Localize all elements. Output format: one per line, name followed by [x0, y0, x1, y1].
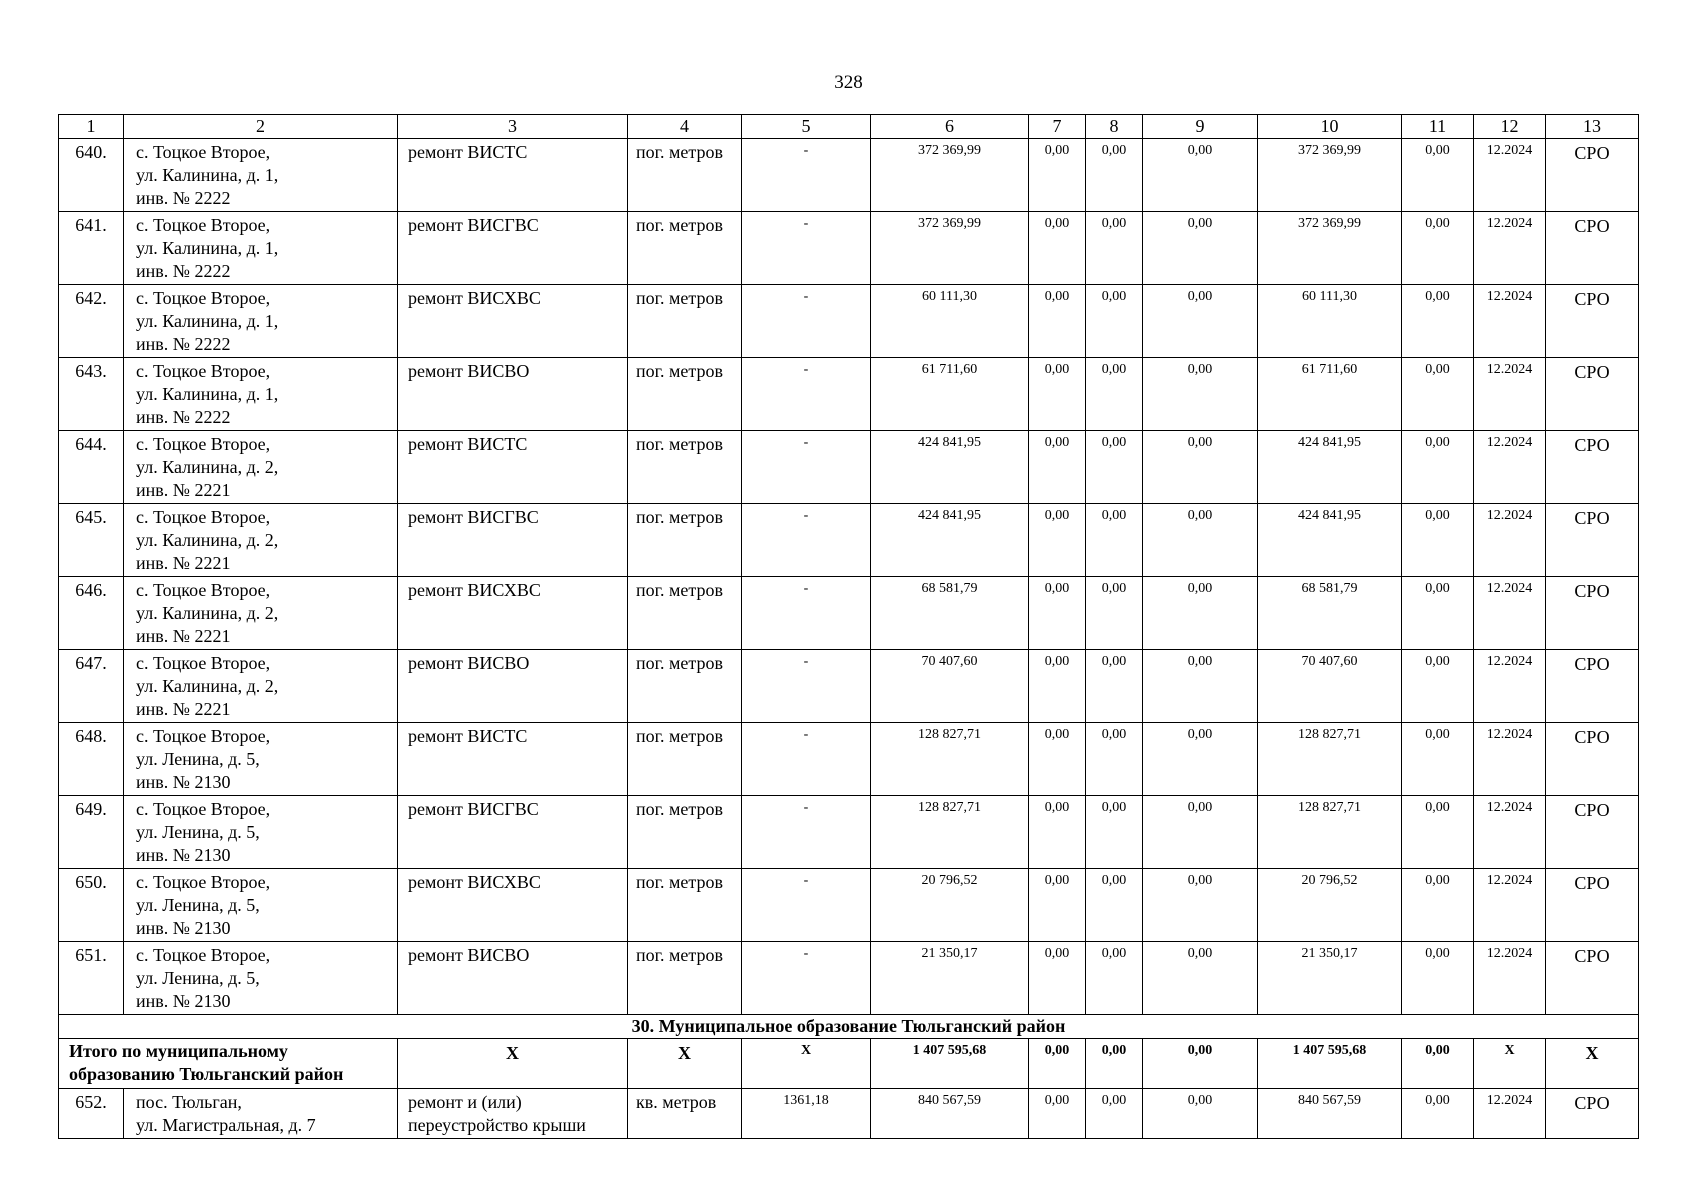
address-cell [124, 431, 398, 504]
value-cell-c11: 0,00 [1402, 504, 1474, 577]
source-cell: СРО [1546, 942, 1639, 1015]
value-cell-c7: 0,00 [1029, 1089, 1086, 1139]
row-number: 642. [59, 285, 124, 358]
value-cell-c11: 0,00 [1402, 1089, 1474, 1139]
row-number: 640. [59, 139, 124, 212]
value-cell-c8: 0,00 [1086, 869, 1143, 942]
value-cell-c6: 840 567,59 [871, 1089, 1029, 1139]
value-cell-c7: 0,00 [1029, 796, 1086, 869]
value-cell-c12: 12.2024 [1474, 431, 1546, 504]
source-cell: СРО [1546, 1089, 1639, 1139]
table-row [59, 358, 1639, 431]
work-type-cell [398, 796, 628, 869]
total-cell: X [398, 1039, 628, 1089]
address-line: с. Тоцкое Второе, [136, 580, 271, 600]
address-line: инв. № 2221 [136, 626, 231, 646]
total-cell: X [1546, 1039, 1639, 1089]
address-line: инв. № 2222 [136, 188, 231, 208]
row-number: 644. [59, 431, 124, 504]
value-cell-c11: 0,00 [1402, 285, 1474, 358]
value-cell-c12: 12.2024 [1474, 504, 1546, 577]
work-type-cell [398, 431, 628, 504]
section-title-row [59, 1015, 1639, 1039]
total-row [59, 1039, 1639, 1089]
address-line: ул. Калинина, д. 2, [136, 603, 279, 623]
value-cell-c10: 424 841,95 [1258, 504, 1402, 577]
work-type-line: ремонт ВИСВО [408, 653, 530, 673]
value-cell-c10: 68 581,79 [1258, 577, 1402, 650]
value-cell-c12: 12.2024 [1474, 1089, 1546, 1139]
table-row [59, 285, 1639, 358]
address-line: с. Тоцкое Второе, [136, 799, 271, 819]
total-cell: 0,00 [1029, 1039, 1086, 1089]
column-header: 9 [1143, 115, 1258, 139]
work-type-cell [398, 285, 628, 358]
address-line: с. Тоцкое Второе, [136, 726, 271, 746]
address-line: инв. № 2222 [136, 407, 231, 427]
unit-cell: пог. метров [628, 796, 742, 869]
total-label-line: Итого по муниципальному [69, 1041, 288, 1061]
address-line: инв. № 2221 [136, 699, 231, 719]
address-cell [124, 1089, 398, 1139]
address-line: инв. № 2221 [136, 480, 231, 500]
value-cell-c12: 12.2024 [1474, 869, 1546, 942]
value-cell-c6: 372 369,99 [871, 139, 1029, 212]
address-line: ул. Калинина, д. 1, [136, 238, 279, 258]
value-cell-c7: 0,00 [1029, 577, 1086, 650]
address-line: инв. № 2130 [136, 845, 231, 865]
row-number: 650. [59, 869, 124, 942]
address-line: инв. № 2221 [136, 553, 231, 573]
work-type-cell [398, 869, 628, 942]
value-cell-c9: 0,00 [1143, 285, 1258, 358]
unit-cell: пог. метров [628, 139, 742, 212]
table-row [59, 723, 1639, 796]
quantity-cell: - [742, 504, 871, 577]
row-number: 647. [59, 650, 124, 723]
unit-cell: пог. метров [628, 504, 742, 577]
value-cell-c8: 0,00 [1086, 358, 1143, 431]
value-cell-c8: 0,00 [1086, 431, 1143, 504]
unit-cell: пог. метров [628, 650, 742, 723]
value-cell-c8: 0,00 [1086, 796, 1143, 869]
source-cell: СРО [1546, 285, 1639, 358]
column-header: 13 [1546, 115, 1639, 139]
value-cell-c12: 12.2024 [1474, 212, 1546, 285]
value-cell-c11: 0,00 [1402, 139, 1474, 212]
work-type-line: ремонт ВИСГВС [408, 215, 539, 235]
value-cell-c10: 61 711,60 [1258, 358, 1402, 431]
value-cell-c10: 372 369,99 [1258, 139, 1402, 212]
unit-cell: пог. метров [628, 358, 742, 431]
column-header: 10 [1258, 115, 1402, 139]
table-body [59, 115, 1639, 1139]
address-line: инв. № 2222 [136, 261, 231, 281]
column-header: 12 [1474, 115, 1546, 139]
value-cell-c9: 0,00 [1143, 942, 1258, 1015]
source-cell: СРО [1546, 139, 1639, 212]
address-line: ул. Магистральная, д. 7 [136, 1115, 316, 1135]
quantity-cell: - [742, 796, 871, 869]
table-row [59, 650, 1639, 723]
total-cell: 0,00 [1402, 1039, 1474, 1089]
quantity-cell: - [742, 139, 871, 212]
source-cell: СРО [1546, 504, 1639, 577]
address-line: с. Тоцкое Второе, [136, 653, 271, 673]
value-cell-c7: 0,00 [1029, 358, 1086, 431]
column-header: 3 [398, 115, 628, 139]
source-cell: СРО [1546, 796, 1639, 869]
address-line: с. Тоцкое Второе, [136, 945, 271, 965]
work-type-cell [398, 650, 628, 723]
table-row [59, 504, 1639, 577]
address-cell [124, 504, 398, 577]
column-header: 2 [124, 115, 398, 139]
work-type-line: ремонт ВИСХВС [408, 288, 541, 308]
value-cell-c6: 20 796,52 [871, 869, 1029, 942]
work-type-line: ремонт ВИСВО [408, 361, 530, 381]
register-table [58, 114, 1639, 1139]
work-type-line: ремонт ВИСТС [408, 726, 528, 746]
value-cell-c8: 0,00 [1086, 577, 1143, 650]
quantity-cell: - [742, 650, 871, 723]
value-cell-c12: 12.2024 [1474, 796, 1546, 869]
row-number: 652. [59, 1089, 124, 1139]
total-cell: 1 407 595,68 [871, 1039, 1029, 1089]
value-cell-c9: 0,00 [1143, 139, 1258, 212]
table-row [59, 212, 1639, 285]
total-cell: 0,00 [1143, 1039, 1258, 1089]
work-type-cell [398, 504, 628, 577]
value-cell-c9: 0,00 [1143, 504, 1258, 577]
value-cell-c11: 0,00 [1402, 942, 1474, 1015]
value-cell-c7: 0,00 [1029, 285, 1086, 358]
total-label [59, 1039, 398, 1089]
value-cell-c10: 128 827,71 [1258, 796, 1402, 869]
column-header: 7 [1029, 115, 1086, 139]
value-cell-c10: 372 369,99 [1258, 212, 1402, 285]
quantity-cell: - [742, 212, 871, 285]
row-number: 648. [59, 723, 124, 796]
value-cell-c10: 21 350,17 [1258, 942, 1402, 1015]
section-title: 30. Муниципальное образование Тюльганский район [59, 1015, 1639, 1039]
address-cell [124, 796, 398, 869]
total-cell: X [742, 1039, 871, 1089]
value-cell-c9: 0,00 [1143, 212, 1258, 285]
work-type-line: ремонт ВИСГВС [408, 507, 539, 527]
address-cell [124, 942, 398, 1015]
value-cell-c8: 0,00 [1086, 650, 1143, 723]
table-row [59, 431, 1639, 504]
value-cell-c9: 0,00 [1143, 358, 1258, 431]
source-cell: СРО [1546, 431, 1639, 504]
total-cell: 0,00 [1086, 1039, 1143, 1089]
work-type-line: ремонт ВИСХВС [408, 872, 541, 892]
quantity-cell: - [742, 431, 871, 504]
address-line: инв. № 2222 [136, 334, 231, 354]
address-cell [124, 577, 398, 650]
address-line: ул. Калинина, д. 1, [136, 311, 279, 331]
address-line: с. Тоцкое Второе, [136, 872, 271, 892]
address-line: пос. Тюльган, [136, 1092, 242, 1112]
work-type-line: ремонт ВИСГВС [408, 799, 539, 819]
address-line: инв. № 2130 [136, 918, 231, 938]
value-cell-c10: 60 111,30 [1258, 285, 1402, 358]
value-cell-c7: 0,00 [1029, 139, 1086, 212]
address-line: с. Тоцкое Второе, [136, 507, 271, 527]
value-cell-c6: 60 111,30 [871, 285, 1029, 358]
work-type-cell [398, 358, 628, 431]
total-cell: 1 407 595,68 [1258, 1039, 1402, 1089]
address-line: с. Тоцкое Второе, [136, 142, 271, 162]
value-cell-c11: 0,00 [1402, 577, 1474, 650]
quantity-cell: - [742, 869, 871, 942]
source-cell: СРО [1546, 650, 1639, 723]
source-cell: СРО [1546, 869, 1639, 942]
unit-cell: пог. метров [628, 212, 742, 285]
address-line: с. Тоцкое Второе, [136, 215, 271, 235]
value-cell-c6: 128 827,71 [871, 796, 1029, 869]
work-type-line: переустройство крыши [408, 1115, 586, 1135]
column-header: 1 [59, 115, 124, 139]
unit-cell: пог. метров [628, 285, 742, 358]
value-cell-c8: 0,00 [1086, 212, 1143, 285]
address-line: ул. Калинина, д. 2, [136, 676, 279, 696]
unit-cell: пог. метров [628, 431, 742, 504]
table-row [59, 942, 1639, 1015]
value-cell-c9: 0,00 [1143, 650, 1258, 723]
value-cell-c7: 0,00 [1029, 431, 1086, 504]
value-cell-c6: 21 350,17 [871, 942, 1029, 1015]
unit-cell: пог. метров [628, 723, 742, 796]
total-cell: X [628, 1039, 742, 1089]
value-cell-c12: 12.2024 [1474, 139, 1546, 212]
address-cell [124, 723, 398, 796]
source-cell: СРО [1546, 723, 1639, 796]
work-type-line: ремонт ВИСХВС [408, 580, 541, 600]
quantity-cell: - [742, 942, 871, 1015]
value-cell-c10: 424 841,95 [1258, 431, 1402, 504]
row-number: 641. [59, 212, 124, 285]
quantity-cell: - [742, 285, 871, 358]
value-cell-c11: 0,00 [1402, 869, 1474, 942]
table-row [59, 139, 1639, 212]
value-cell-c6: 128 827,71 [871, 723, 1029, 796]
work-type-line: ремонт ВИСТС [408, 142, 528, 162]
value-cell-c8: 0,00 [1086, 504, 1143, 577]
value-cell-c7: 0,00 [1029, 723, 1086, 796]
address-line: ул. Ленина, д. 5, [136, 749, 260, 769]
value-cell-c8: 0,00 [1086, 285, 1143, 358]
unit-cell: кв. метров [628, 1089, 742, 1139]
column-header: 5 [742, 115, 871, 139]
value-cell-c8: 0,00 [1086, 723, 1143, 796]
unit-cell: пог. метров [628, 869, 742, 942]
source-cell: СРО [1546, 577, 1639, 650]
address-line: с. Тоцкое Второе, [136, 434, 271, 454]
value-cell-c6: 424 841,95 [871, 431, 1029, 504]
row-number: 645. [59, 504, 124, 577]
column-header-row [59, 115, 1639, 139]
address-line: инв. № 2130 [136, 772, 231, 792]
value-cell-c10: 20 796,52 [1258, 869, 1402, 942]
value-cell-c7: 0,00 [1029, 650, 1086, 723]
value-cell-c8: 0,00 [1086, 942, 1143, 1015]
value-cell-c9: 0,00 [1143, 1089, 1258, 1139]
value-cell-c6: 372 369,99 [871, 212, 1029, 285]
value-cell-c7: 0,00 [1029, 212, 1086, 285]
address-line: ул. Ленина, д. 5, [136, 895, 260, 915]
address-cell [124, 212, 398, 285]
value-cell-c9: 0,00 [1143, 869, 1258, 942]
value-cell-c7: 0,00 [1029, 869, 1086, 942]
row-number: 643. [59, 358, 124, 431]
row-number: 646. [59, 577, 124, 650]
value-cell-c12: 12.2024 [1474, 358, 1546, 431]
table-row [59, 1089, 1639, 1139]
value-cell-c7: 0,00 [1029, 942, 1086, 1015]
work-type-line: ремонт ВИСВО [408, 945, 530, 965]
address-cell [124, 285, 398, 358]
value-cell-c10: 70 407,60 [1258, 650, 1402, 723]
value-cell-c8: 0,00 [1086, 139, 1143, 212]
table-row [59, 869, 1639, 942]
quantity-cell: - [742, 723, 871, 796]
work-type-cell [398, 139, 628, 212]
value-cell-c6: 70 407,60 [871, 650, 1029, 723]
value-cell-c12: 12.2024 [1474, 942, 1546, 1015]
value-cell-c6: 424 841,95 [871, 504, 1029, 577]
value-cell-c12: 12.2024 [1474, 285, 1546, 358]
address-cell [124, 869, 398, 942]
value-cell-c12: 12.2024 [1474, 723, 1546, 796]
address-line: ул. Ленина, д. 5, [136, 822, 260, 842]
unit-cell: пог. метров [628, 577, 742, 650]
value-cell-c9: 0,00 [1143, 723, 1258, 796]
address-line: ул. Калинина, д. 2, [136, 530, 279, 550]
value-cell-c11: 0,00 [1402, 212, 1474, 285]
column-header: 4 [628, 115, 742, 139]
value-cell-c8: 0,00 [1086, 1089, 1143, 1139]
row-number: 649. [59, 796, 124, 869]
value-cell-c12: 12.2024 [1474, 650, 1546, 723]
column-header: 8 [1086, 115, 1143, 139]
work-type-line: ремонт ВИСТС [408, 434, 528, 454]
value-cell-c9: 0,00 [1143, 796, 1258, 869]
value-cell-c12: 12.2024 [1474, 577, 1546, 650]
unit-cell: пог. метров [628, 942, 742, 1015]
value-cell-c11: 0,00 [1402, 431, 1474, 504]
table-row [59, 577, 1639, 650]
work-type-cell [398, 723, 628, 796]
column-header: 11 [1402, 115, 1474, 139]
quantity-cell: - [742, 577, 871, 650]
row-number: 651. [59, 942, 124, 1015]
value-cell-c11: 0,00 [1402, 723, 1474, 796]
value-cell-c9: 0,00 [1143, 577, 1258, 650]
value-cell-c7: 0,00 [1029, 504, 1086, 577]
address-line: инв. № 2130 [136, 991, 231, 1011]
value-cell-c11: 0,00 [1402, 358, 1474, 431]
value-cell-c9: 0,00 [1143, 431, 1258, 504]
address-cell [124, 650, 398, 723]
value-cell-c10: 840 567,59 [1258, 1089, 1402, 1139]
address-line: с. Тоцкое Второе, [136, 361, 271, 381]
page-number: 328 [834, 72, 863, 93]
value-cell-c10: 128 827,71 [1258, 723, 1402, 796]
work-type-cell [398, 577, 628, 650]
address-cell [124, 358, 398, 431]
source-cell: СРО [1546, 212, 1639, 285]
address-line: ул. Калинина, д. 2, [136, 457, 279, 477]
value-cell-c11: 0,00 [1402, 796, 1474, 869]
address-line: ул. Калинина, д. 1, [136, 165, 279, 185]
quantity-cell: - [742, 358, 871, 431]
address-cell [124, 139, 398, 212]
table-row [59, 796, 1639, 869]
value-cell-c6: 61 711,60 [871, 358, 1029, 431]
address-line: ул. Ленина, д. 5, [136, 968, 260, 988]
address-line: с. Тоцкое Второе, [136, 288, 271, 308]
work-type-line: ремонт и (или) [408, 1092, 522, 1112]
column-header: 6 [871, 115, 1029, 139]
source-cell: СРО [1546, 358, 1639, 431]
work-type-cell [398, 212, 628, 285]
work-type-cell [398, 942, 628, 1015]
total-cell: X [1474, 1039, 1546, 1089]
total-label-line: образованию Тюльганский район [69, 1064, 344, 1084]
quantity-cell: 1361,18 [742, 1089, 871, 1139]
address-line: ул. Калинина, д. 1, [136, 384, 279, 404]
work-type-cell [398, 1089, 628, 1139]
value-cell-c6: 68 581,79 [871, 577, 1029, 650]
value-cell-c11: 0,00 [1402, 650, 1474, 723]
